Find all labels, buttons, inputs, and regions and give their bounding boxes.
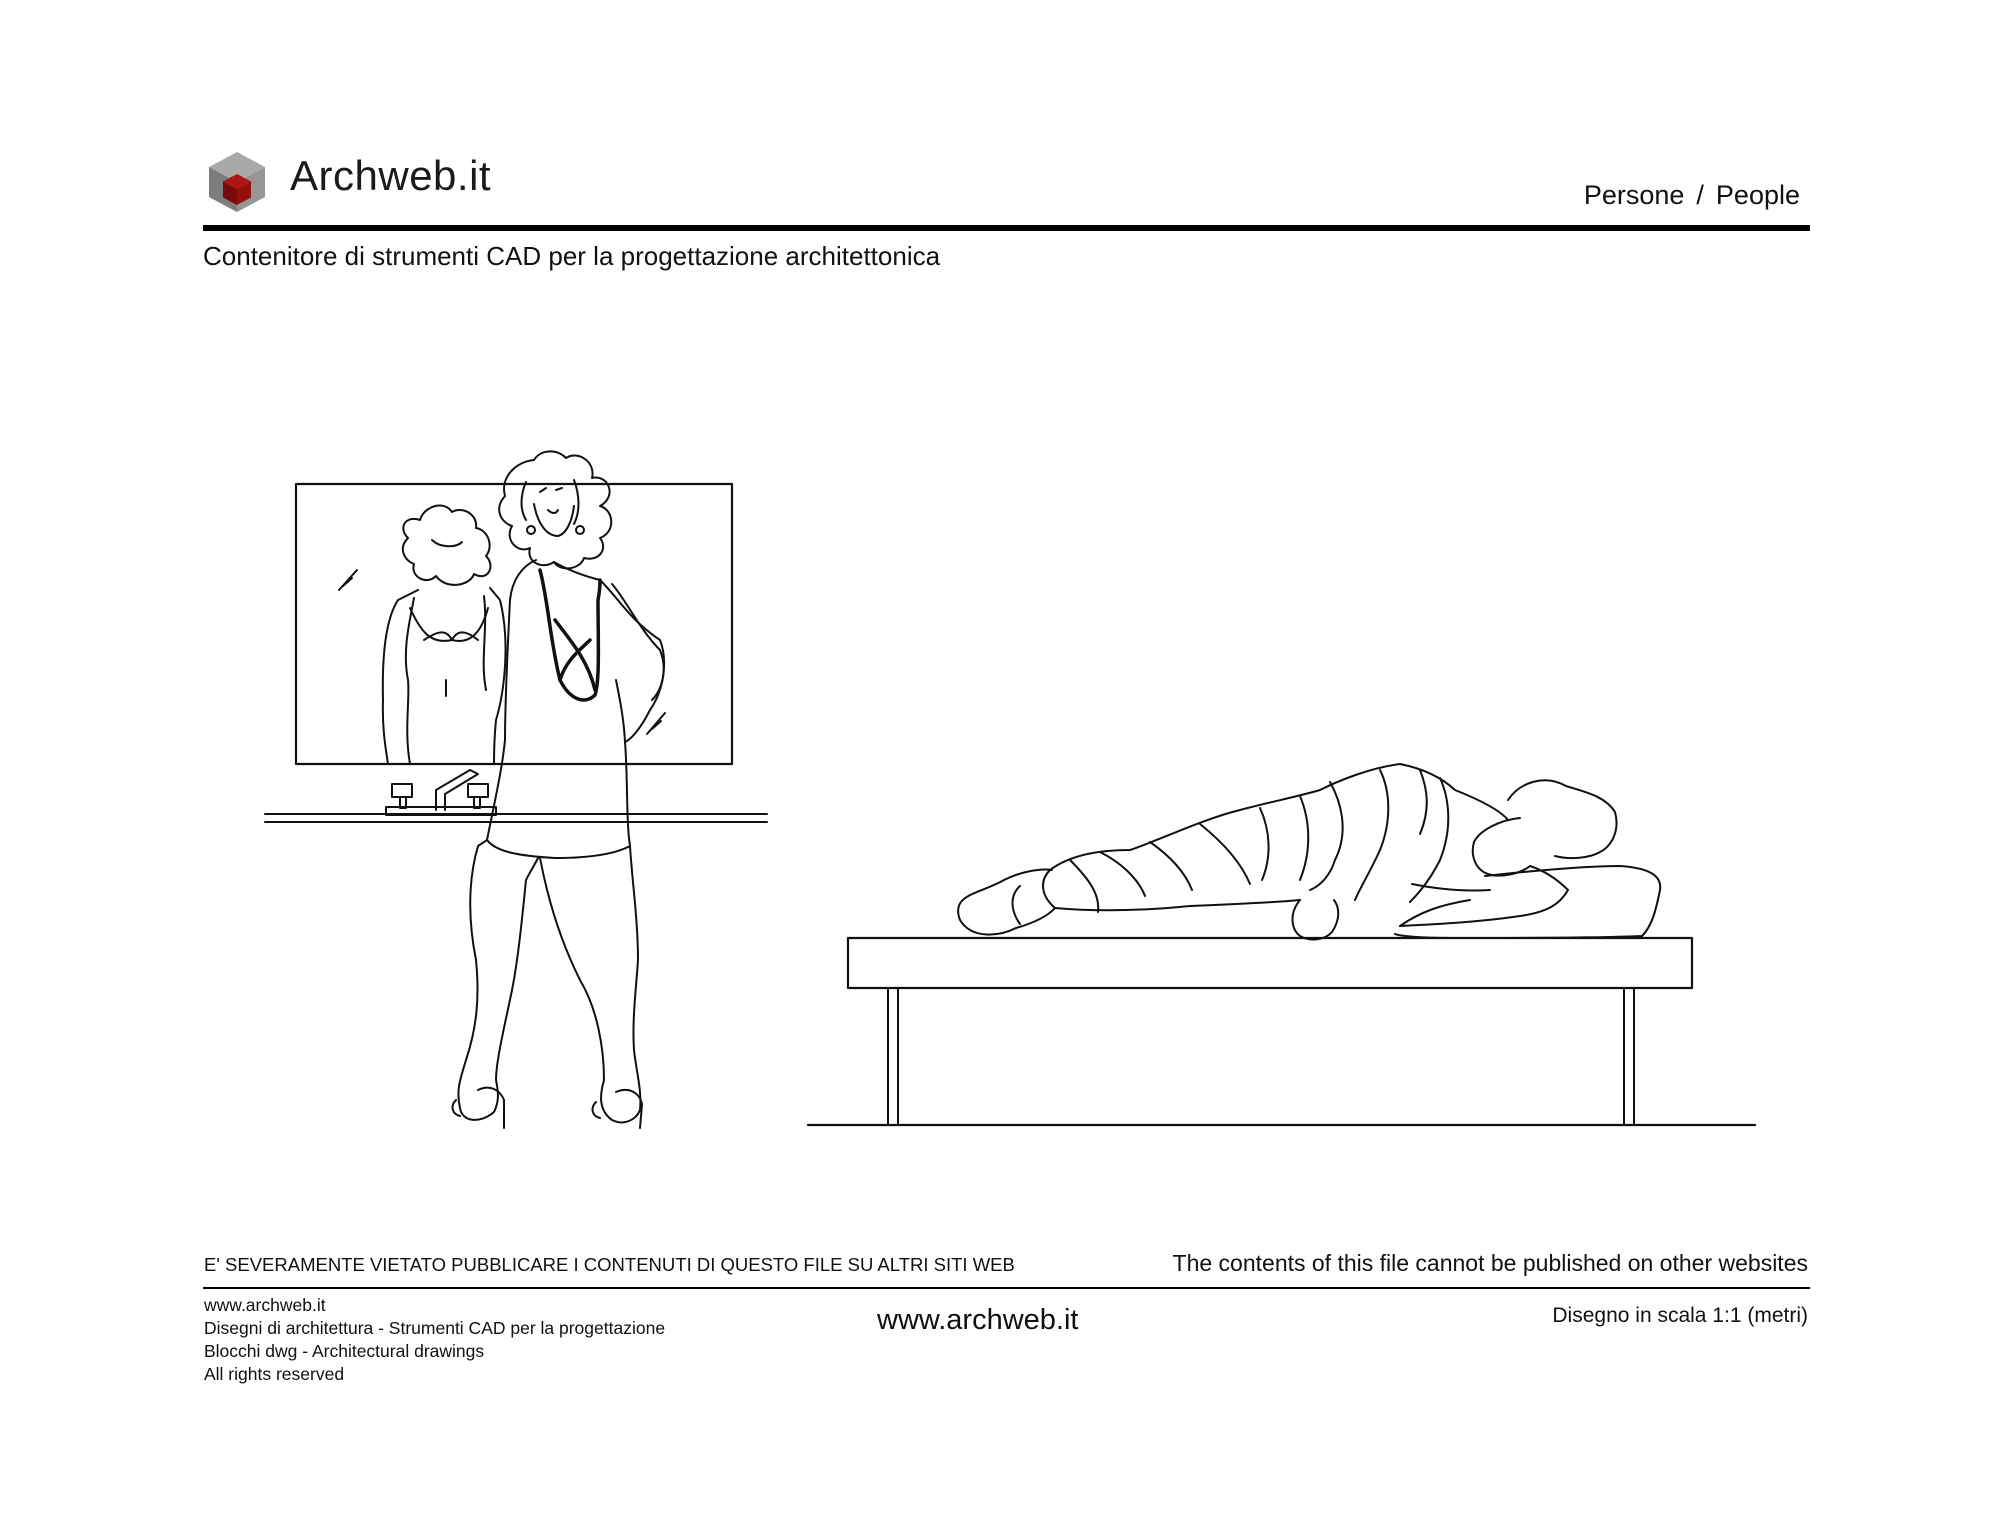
vanity-mirror bbox=[296, 484, 732, 764]
footer-credits bbox=[204, 1294, 665, 1386]
faucet bbox=[386, 770, 496, 815]
footer-line-blocks: Blocchi dwg - Architectural drawings bbox=[204, 1341, 485, 1361]
brand-name: Archweb.it bbox=[290, 152, 492, 199]
tagline: Contenitore di strumenti CAD per la progettazione architettonica bbox=[203, 241, 941, 271]
footer-rule bbox=[203, 1287, 1810, 1289]
footer-line-description: Disegni di architettura - Strumenti CAD per la progettazione bbox=[204, 1318, 666, 1338]
footer-url-link[interactable]: www.archweb.it bbox=[877, 1304, 1079, 1336]
countertop bbox=[265, 814, 767, 822]
drawing-scale: Disegno in scala 1:1 (metri) bbox=[1552, 1304, 1808, 1327]
category-italian: Persone bbox=[1583, 180, 1685, 210]
footer-line-rights: All rights reserved bbox=[204, 1364, 345, 1384]
reclining-man-figure bbox=[958, 764, 1660, 939]
footer-line-website: www.archweb.it bbox=[204, 1295, 326, 1315]
notice-english: The contents of this file cannot be published on other websites bbox=[1172, 1250, 1808, 1276]
reflection-figure bbox=[383, 506, 506, 764]
bench bbox=[808, 938, 1755, 1125]
woman-mirror-figure bbox=[453, 451, 665, 1128]
category-separator: / bbox=[1696, 180, 1704, 210]
category-english: People bbox=[1715, 180, 1800, 210]
notice-italian: E' SEVERAMENTE VIETATO PUBBLICARE I CONTENUTI DI QUESTO FILE SU ALTRI SITI WEB bbox=[204, 1254, 1015, 1275]
